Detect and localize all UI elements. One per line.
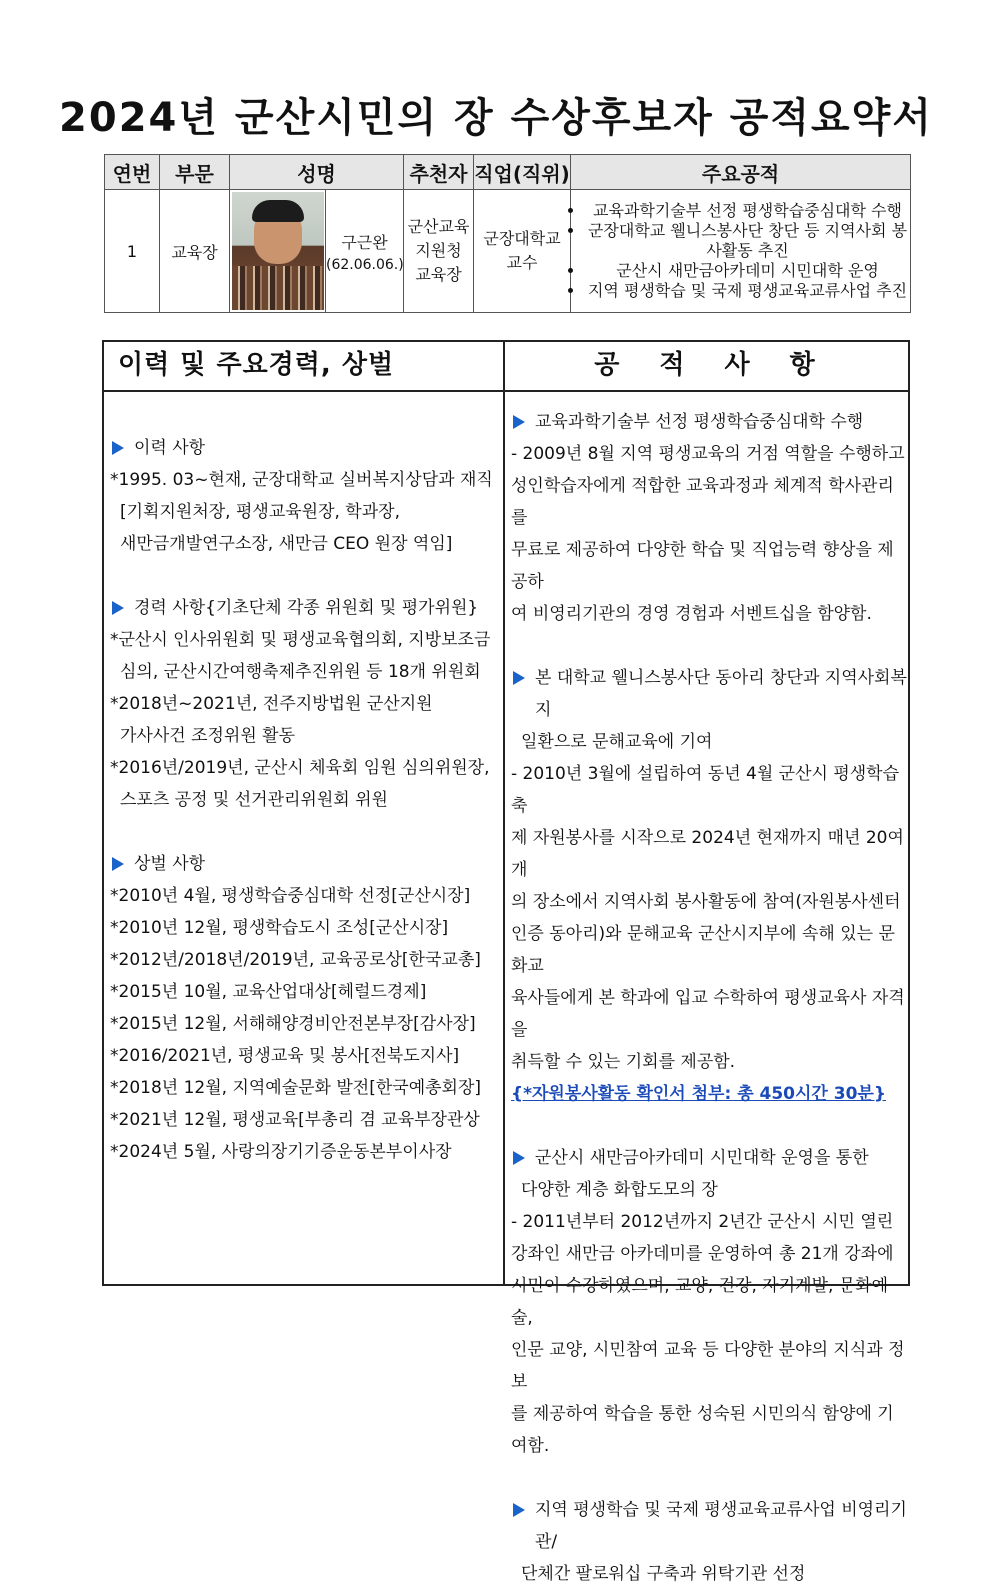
career-line: 가사사건 조정위원 활동: [120, 726, 296, 746]
cell-job: [474, 190, 571, 313]
triangle-bullet-icon: [112, 441, 124, 455]
award-line: *2018년 12월, 지역예술문화 발전[한국예총회장]: [110, 1078, 482, 1098]
header-recommender: 추천자: [404, 155, 474, 190]
award-line: *2016/2021년, 평생교육 및 봉사[전북도지사]: [110, 1046, 460, 1066]
header-job: 직업(직위): [474, 155, 571, 190]
page-title: 2024년 군산시민의 장 수상후보자 공적요약서: [59, 95, 933, 141]
header-achievements: 주요공적: [571, 155, 911, 190]
career-line: *군산시 인사위원회 및 평생교육협의회, 지방보조금: [110, 630, 491, 650]
summary-header-row: [105, 155, 911, 190]
achievement-item: • 군산시 새만금아카데미 시민대학 운영: [585, 261, 910, 281]
triangle-bullet-icon: [513, 415, 525, 429]
merit-title-cont: 단체간 팔로워십 구축과 위탁기관 선정: [521, 1564, 806, 1584]
cell-achievements: [571, 190, 911, 313]
header-category: 부문: [160, 155, 230, 190]
history-column: [104, 342, 505, 1284]
merit-line: 를 제공하여 학습을 통한 성숙된 시민의식 함양에 기여함.: [511, 1404, 894, 1456]
career-line: 스포츠 공정 및 선거관리위원회 위원: [120, 790, 388, 810]
history-line: [기획지원처장, 평생교육원장, 학과장,: [120, 502, 400, 522]
history-heading: 이력 및 주요경력, 상벌: [104, 342, 503, 392]
cell-photo: [230, 190, 326, 313]
award-line: *2015년 10월, 교육산업대상[헤럴드경제]: [110, 982, 427, 1002]
history-line: *1995. 03~현재, 군장대학교 실버복지상담과 재직: [110, 470, 493, 490]
career-line: *2018년~2021년, 전주지방법원 군산지원: [110, 694, 433, 714]
volunteer-hours-note: {*자원봉사활동 확인서 첨부: 총 450시간 30분}: [511, 1084, 886, 1104]
section-title: 이력 사항: [110, 432, 503, 464]
detail-box: [102, 340, 910, 1584]
career-line: *2016년/2019년, 군산시 체육회 임원 심의위원장,: [110, 758, 490, 778]
achievement-item: • 지역 평생학습 및 국제 평생교육교류사업 추진: [585, 281, 910, 301]
merits-column: [505, 342, 908, 1584]
merit-line: 성인학습자에게 적합한 교육과정과 체계적 학사관리를: [511, 476, 894, 528]
cell-no: 1: [105, 190, 160, 313]
merit-title: 본 대학교 웰니스봉사단 동아리 창단과 지역사회복지: [511, 662, 908, 726]
merit-title: 교육과학기술부 선정 평생학습중심대학 수행: [511, 406, 908, 438]
merit-line: 인문 교양, 시민참여 교육 등 다양한 분야의 지식과 정보: [511, 1340, 905, 1392]
triangle-bullet-icon: [513, 671, 525, 685]
award-line: *2012년/2018년/2019년, 교육공로상[한국교총]: [110, 950, 481, 970]
merit-line: 취득할 수 있는 기회를 제공함.: [511, 1052, 736, 1072]
job-line: 교수: [506, 253, 538, 272]
triangle-bullet-icon: [513, 1151, 525, 1165]
merit-line: - 2009년 8월 지역 평생교육의 거점 역할을 수행하고: [511, 444, 905, 464]
merit-line: 인증 동아리)와 문해교육 군산시지부에 속해 있는 문화교: [511, 924, 895, 976]
recommender-line: 지원청: [415, 241, 462, 260]
merit-line: - 2011년부터 2012년까지 2년간 군산시 시민 열린: [511, 1212, 894, 1232]
merits-heading: 공적사항: [505, 342, 908, 392]
triangle-bullet-icon: [513, 1503, 525, 1517]
header-name: 성명: [230, 155, 404, 190]
header-no: 연번: [105, 155, 160, 190]
award-line: *2015년 12월, 서해해양경비안전본부장[감사장]: [110, 1014, 476, 1034]
achievement-item: • 교육과학기술부 선정 평생학습중심대학 수행: [585, 201, 910, 221]
job-line: 군장대학교: [483, 229, 561, 248]
career-line: 심의, 군산시간여행축제추진위원 등 18개 위원회: [120, 662, 481, 682]
award-line: *2021년 12월, 평생교육[부총리 겸 교육부장관상: [110, 1110, 480, 1130]
candidate-name: 구근완: [341, 232, 388, 252]
merit-line: 여 비영리기관의 경영 경험과 서벤트십을 함양함.: [511, 604, 872, 624]
merit-title-cont: 다양한 계층 화합도모의 장: [521, 1180, 718, 1200]
merit-title: 지역 평생학습 및 국제 평생교육교류사업 비영리기관/: [511, 1494, 908, 1558]
merit-line: 시민이 수강하였으며, 교양, 건강, 자기계발, 문화예술,: [511, 1276, 889, 1328]
cell-category: 교육장: [160, 190, 230, 313]
merit-line: 강좌인 새만금 아카데미를 운영하여 총 21개 강좌에: [511, 1244, 894, 1264]
merit-line: 육사들에게 본 학과에 입교 수학하여 평생교육사 자격을: [511, 988, 905, 1040]
history-line: 새만금개발연구소장, 새만금 CEO 원장 역임]: [120, 534, 453, 554]
merit-line: 무료로 제공하여 다양한 학습 및 직업능력 향상을 제공하: [511, 540, 894, 592]
award-line: *2010년 4월, 평생학습중심대학 선정[군산시장]: [110, 886, 471, 906]
achievement-list: [571, 201, 910, 301]
summary-data-row: [105, 190, 911, 313]
recommender-line: 교육장: [415, 265, 462, 284]
merit-title-cont: 일환으로 문해교육에 기여: [521, 732, 713, 752]
candidate-photo: [232, 192, 324, 310]
award-line: *2024년 5월, 사랑의장기기증운동본부이사장: [110, 1142, 452, 1162]
section-title: 경력 사항{기초단체 각종 위원회 및 평가위원}: [110, 592, 503, 624]
recommender-line: 군산교육: [407, 217, 470, 236]
merit-line: 의 장소에서 지역사회 봉사활동에 참여(자원봉사센터: [511, 892, 901, 912]
merit-line: - 2010년 3월에 설립하여 동년 4월 군산시 평생학습축: [511, 764, 900, 816]
achievement-item: • 군장대학교 웰니스봉사단 창단 등 지역사회 봉사활동 추진: [585, 221, 910, 261]
merit-line: 제 자원봉사를 시작으로 2024년 현재까지 매년 20여개: [511, 828, 904, 880]
triangle-bullet-icon: [112, 601, 124, 615]
cell-name: [326, 190, 404, 313]
section-title: 상벌 사항: [110, 848, 503, 880]
award-line: *2010년 12월, 평생학습도시 조성[군산시장]: [110, 918, 449, 938]
triangle-bullet-icon: [112, 857, 124, 871]
cell-recommender: [404, 190, 474, 313]
merit-title: 군산시 새만금아카데미 시민대학 운영을 통한: [511, 1142, 908, 1174]
summary-table: [104, 154, 911, 313]
candidate-birth: (62.06.06.): [326, 256, 404, 273]
